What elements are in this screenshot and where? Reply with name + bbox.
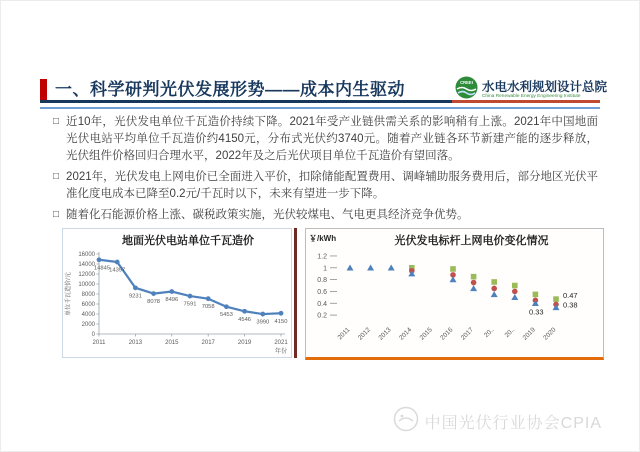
bullet-item — [53, 114, 598, 165]
svg-text:0.6: 0.6 — [317, 288, 327, 296]
svg-text:2011: 2011 — [336, 326, 352, 342]
svg-text:2019: 2019 — [521, 326, 537, 342]
svg-text:20..: 20.. — [482, 326, 496, 340]
svg-text:CREEI: CREEI — [460, 80, 473, 85]
svg-text:0.47: 0.47 — [563, 291, 578, 301]
bullet-item — [53, 207, 598, 224]
header-underline-navy — [40, 100, 452, 103]
svg-text:6000: 6000 — [81, 302, 95, 308]
svg-text:2015: 2015 — [165, 340, 179, 346]
header-underline-red — [452, 100, 600, 103]
svg-text:2013: 2013 — [128, 340, 143, 346]
svg-text:2020: 2020 — [542, 326, 558, 342]
svg-text:8078: 8078 — [147, 299, 161, 306]
svg-text:2016: 2016 — [439, 326, 455, 342]
svg-text:2000: 2000 — [81, 322, 95, 328]
svg-text:20..: 20.. — [503, 326, 517, 340]
bullet-square-icon: □ — [53, 116, 60, 127]
svg-text:3990: 3990 — [256, 319, 270, 326]
page-title: 一、科学研判光伏发展形势——成本内生驱动 — [55, 80, 405, 99]
bullet-text: 近10年，光伏发电单位千瓦造价持续下降。2021年受产业链供需关系的影响稍有上涨。2021年中国地面光伏电站平均单位千瓦造价约4150元，分布式光伏约3740元。随着产业链各环节新建产能的逐步释放，光伏组件价格回归合理水平，2022年及之后光伏项目单位千瓦造价有望回落。 — [66, 116, 598, 162]
chart-pv-unit-cost — [62, 228, 292, 358]
svg-text:8000: 8000 — [81, 292, 95, 298]
bullet-square-icon: □ — [53, 209, 60, 220]
svg-text:0.38: 0.38 — [563, 300, 578, 310]
logo-org-name: 水电水利规划设计总院 — [482, 79, 608, 94]
logo-org-name-en: China Renewable Energy Engineering Institute — [482, 93, 581, 99]
svg-text:12000: 12000 — [78, 272, 95, 278]
svg-text:14397: 14397 — [109, 267, 126, 274]
svg-text:2013: 2013 — [377, 326, 393, 342]
chart-left-title: 地面光伏电站单位千瓦造价 — [122, 235, 254, 247]
svg-text:0.33: 0.33 — [529, 307, 544, 317]
svg-text:14000: 14000 — [78, 262, 95, 268]
header-rule-blue — [40, 107, 600, 109]
svg-text:2017: 2017 — [201, 340, 215, 346]
svg-text:7058: 7058 — [201, 304, 215, 311]
svg-text:7591: 7591 — [183, 301, 197, 308]
charts-row — [62, 228, 604, 360]
svg-text:1.2: 1.2 — [317, 253, 327, 261]
cpia-watermark-text: 中国光伏行业协会CPIA — [424, 415, 602, 432]
svg-text:2015: 2015 — [418, 326, 434, 342]
svg-text:5453: 5453 — [219, 312, 233, 319]
cpia-logo-icon — [393, 406, 419, 437]
bullet-square-icon: □ — [53, 171, 60, 182]
svg-text:2012: 2012 — [356, 326, 373, 342]
svg-text:0.8: 0.8 — [317, 277, 327, 285]
bullet-text: 随着化石能源价格上涨、碳税政策实施，光伏较煤电、气电更具经济竞争优势。 — [66, 209, 469, 221]
svg-text:16000: 16000 — [78, 252, 95, 258]
vertical-divider — [294, 228, 297, 358]
svg-text:9231: 9231 — [128, 293, 142, 300]
svg-text:￥/kWh: ￥/kWh — [309, 234, 337, 243]
svg-text:2014: 2014 — [398, 326, 414, 342]
svg-text:2017: 2017 — [459, 326, 476, 342]
chart-right-title: 光伏发电标杆上网电价变化情况 — [394, 235, 549, 247]
chart-feed-in-tariff — [305, 228, 604, 360]
svg-text:2011: 2011 — [92, 340, 106, 346]
svg-text:4546: 4546 — [238, 316, 252, 323]
chart-left-plot — [63, 248, 289, 360]
svg-text:8496: 8496 — [165, 297, 179, 304]
svg-text:1: 1 — [323, 265, 327, 273]
svg-text:4150: 4150 — [274, 318, 288, 325]
svg-text:0.2: 0.2 — [317, 312, 327, 320]
svg-text:10000: 10000 — [78, 282, 95, 288]
title-accent-bar — [40, 79, 47, 101]
svg-text:2021: 2021 — [274, 340, 288, 346]
svg-text:4000: 4000 — [81, 312, 95, 318]
svg-text:年份: 年份 — [274, 349, 287, 355]
svg-text:0.4: 0.4 — [317, 300, 327, 308]
svg-text:0: 0 — [91, 332, 95, 338]
cpia-watermark — [393, 406, 602, 437]
bullet-item — [53, 169, 598, 203]
svg-text:14845: 14845 — [93, 265, 111, 272]
svg-text:2019: 2019 — [237, 340, 252, 346]
svg-text:单位千瓦造价/元: 单位千瓦造价/元 — [66, 272, 72, 316]
bullet-text: 2021年，光伏发电上网电价已全面进入平价，扣除储能配置费用、调峰辅助服务费用后，部分地区光伏平准化度电成本已降至0.2元/千瓦时以下，未来有望进一步下降。 — [66, 171, 598, 200]
bullet-list — [53, 114, 598, 228]
